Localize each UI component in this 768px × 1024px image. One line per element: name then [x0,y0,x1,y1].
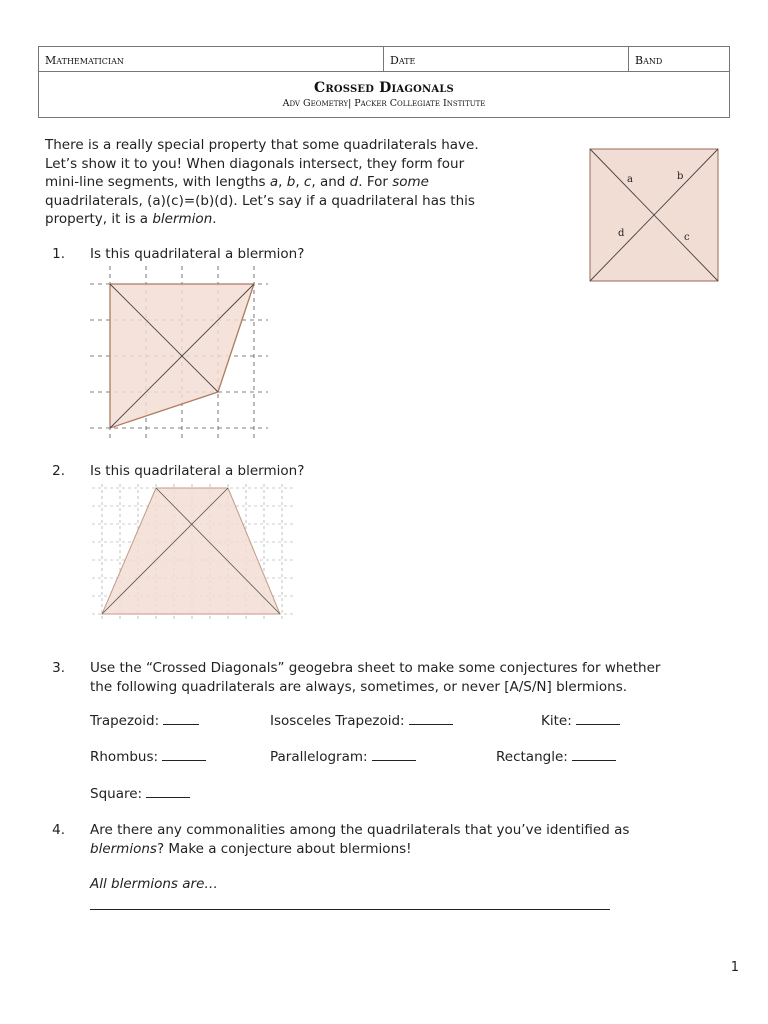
conjecture-prompt: All blermions are… [90,876,218,892]
question-4-number: 4. [52,822,65,838]
question-1-text: Is this quadrilateral a blermion? [90,246,305,262]
date-field[interactable] [384,47,629,71]
intro-line4: quadrilaterals, (a)(c)=(b)(d). Let’s say if a quadrilateral has this [45,192,475,209]
rectangle-label: Rectangle: [496,749,568,765]
intro-line5: property, it is a blermion. [45,211,217,228]
labeled-diagonals-diagram [589,148,720,282]
question-1-number: 1. [52,246,65,262]
question-3-text-line2: the following quadrilaterals are always, sometimes, or never [A/S/N] blermions. [90,678,628,695]
question-3 [45,659,745,699]
intro-paragraph [45,136,545,229]
diagram-label-d: d [618,228,625,239]
isosceles-trapezoid-blank[interactable] [409,724,453,725]
band-field[interactable] [629,47,729,71]
mathematician-label: Mathematician [45,54,124,67]
header-table [38,46,730,118]
rectangle-blank[interactable] [572,760,616,761]
answer-trapezoid [90,713,199,729]
intro-line2: Let’s show it to you! When diagonals intersect, they form four [45,155,465,172]
answer-parallelogram [270,749,416,765]
band-label: Band [635,54,663,67]
rhombus-label: Rhombus: [90,749,159,765]
parallelogram-label: Parallelogram: [270,749,368,765]
answer-kite [541,713,620,729]
square-label: Square: [90,786,143,802]
square-blank[interactable] [146,797,190,798]
mathematician-field[interactable] [39,47,384,71]
quadrilateral-2 [102,488,280,614]
kite-blank[interactable] [576,724,620,725]
question-4-text-line1: Are there any commonalities among the quadrilaterals that you’ve identified as [90,822,630,838]
question-4 [45,821,745,861]
conjecture-answer-line[interactable] [90,909,610,910]
parallelogram-blank[interactable] [372,760,416,761]
rhombus-blank[interactable] [162,760,206,761]
answer-isosceles-trapezoid [270,713,453,729]
diagram-label-c: c [684,232,690,243]
answer-rhombus [90,749,206,765]
trapezoid-label: Trapezoid: [90,713,160,729]
quadrilateral-figure-2 [90,482,296,624]
kite-label: Kite: [541,713,572,729]
page-subtitle: Adv Geometry| Packer Collegiate Institute [282,98,486,109]
question-2-text: Is this quadrilateral a blermion? [90,463,305,479]
question-3-number: 3. [52,660,65,676]
page-title: Crossed Diagonals [314,80,454,96]
intro-line3: mini-line segments, with lengths a, b, c, and d. For some [45,174,429,191]
question-3-text-line1: Use the “Crossed Diagonals” geogebra sheet to make some conjectures for whether [90,660,661,676]
title-block [39,71,729,119]
intro-line1: There is a really special property that some quadrilaterals have. [45,137,479,153]
quadrilateral-figure-1 [88,262,270,440]
date-label: Date [390,54,416,67]
isosceles-trapezoid-label: Isosceles Trapezoid: [270,713,405,729]
answer-square [90,786,190,802]
question-2-number: 2. [52,463,65,479]
header-fields-row [39,47,729,72]
trapezoid-blank[interactable] [163,724,199,725]
question-4-text-line2: blermions? Make a conjecture about blermions! [90,840,412,857]
diagram-label-b: b [677,171,684,182]
page-number: 1 [730,960,739,975]
answer-rectangle [496,749,616,765]
diagram-label-a: a [627,174,633,185]
